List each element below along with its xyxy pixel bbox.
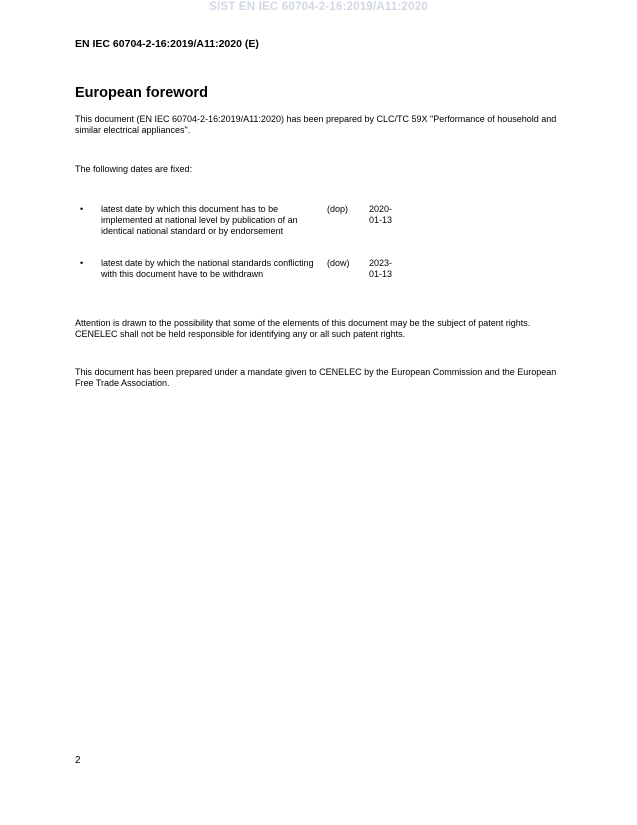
date-value: 2020-01-13 <box>369 204 393 225</box>
page-number: 2 <box>75 755 81 766</box>
date-value: 2023-01-13 <box>369 258 393 279</box>
section-title: European foreword <box>75 85 208 101</box>
dates-intro-paragraph: The following dates are fixed: <box>75 164 193 174</box>
intro-paragraph: This document (EN IEC 60704-2-16:2019/A11:2020) has been prepared by CLC/TC 59X "Performance of household and similar electrical appliances". <box>75 114 557 135</box>
bullet-icon: • <box>80 258 84 268</box>
patent-paragraph: Attention is drawn to the possibility that some of the elements of this document may be the subject of patent rights. CENELEC shall not be held responsible for identifying any or all such patent rights. <box>75 318 531 339</box>
date-description: latest date by which the national standards conflicting with this document have to be withdrawn <box>101 258 314 279</box>
document-header: EN IEC 60704-2-16:2019/A11:2020 (E) <box>75 38 259 50</box>
mandate-paragraph: This document has been prepared under a mandate given to CENELEC by the European Commission and the European Free Trade Association. <box>75 367 557 388</box>
date-description: latest date by which this document has to be implemented at national level by publication of an identical national standard or by endorsement <box>101 204 298 236</box>
date-abbreviation: (dow) <box>327 258 350 268</box>
watermark: SIST EN IEC 60704-2-16:2019/A11:2020 <box>209 1 428 13</box>
date-abbreviation: (dop) <box>327 204 349 214</box>
bullet-icon: • <box>80 204 84 214</box>
